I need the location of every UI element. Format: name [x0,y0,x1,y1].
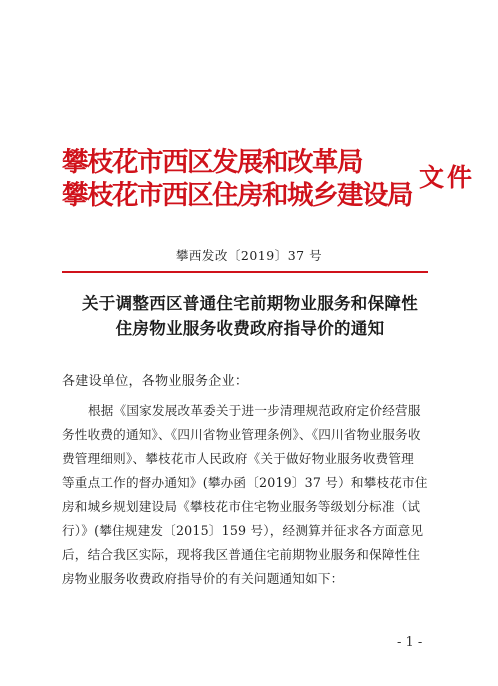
document-header [62,147,476,217]
document-number: 攀西发改〔2019〕37 号 [175,248,323,263]
body-line-6: 行）》(攀住规建发〔2015〕159 号），经测算并征求各方面意见 [62,523,424,538]
red-divider-line [62,271,428,273]
salutation: 各建设单位，各物业服务企业： [62,374,249,389]
document-title-line-2: 住房物业服务收费政府指导价的通知 [115,319,385,338]
document-title-line-1: 关于调整西区普通住宅前期物业服务和保障性 [82,294,418,313]
body-line-7: 后，结合我区实际，现将我区普通住宅前期物业服务和保障性住 [62,547,421,562]
page-number: - 1 - [397,635,423,650]
issuer-name-2: 攀枝花市西区住房和城乡建设局 [62,180,412,211]
body-line-2: 务性收费的通知》、《四川省物业管理条例》、《四川省物业服务收 [62,427,421,442]
body-line-3: 费管理细则》、攀枝花市人民政府《关于做好物业服务收费管理 [62,451,414,466]
body-line-8: 房物业服务收费政府指导价的有关问题通知如下： [62,571,344,586]
body-line-4: 等重点工作的督办通知》(攀办函〔2019〕37 号）和攀枝花市住 [62,475,428,490]
body-line-5: 房和城乡规划建设局《攀枝花市住宅物业服务等级划分标准（试 [62,499,421,514]
document-type-label: 文件 [419,163,476,192]
issuer-name-1: 攀枝花市西区发展和改革局 [62,147,362,178]
body-line-1: 根据《国家发展改革委关于进一步清理规范政府定价经营服 [88,403,421,418]
